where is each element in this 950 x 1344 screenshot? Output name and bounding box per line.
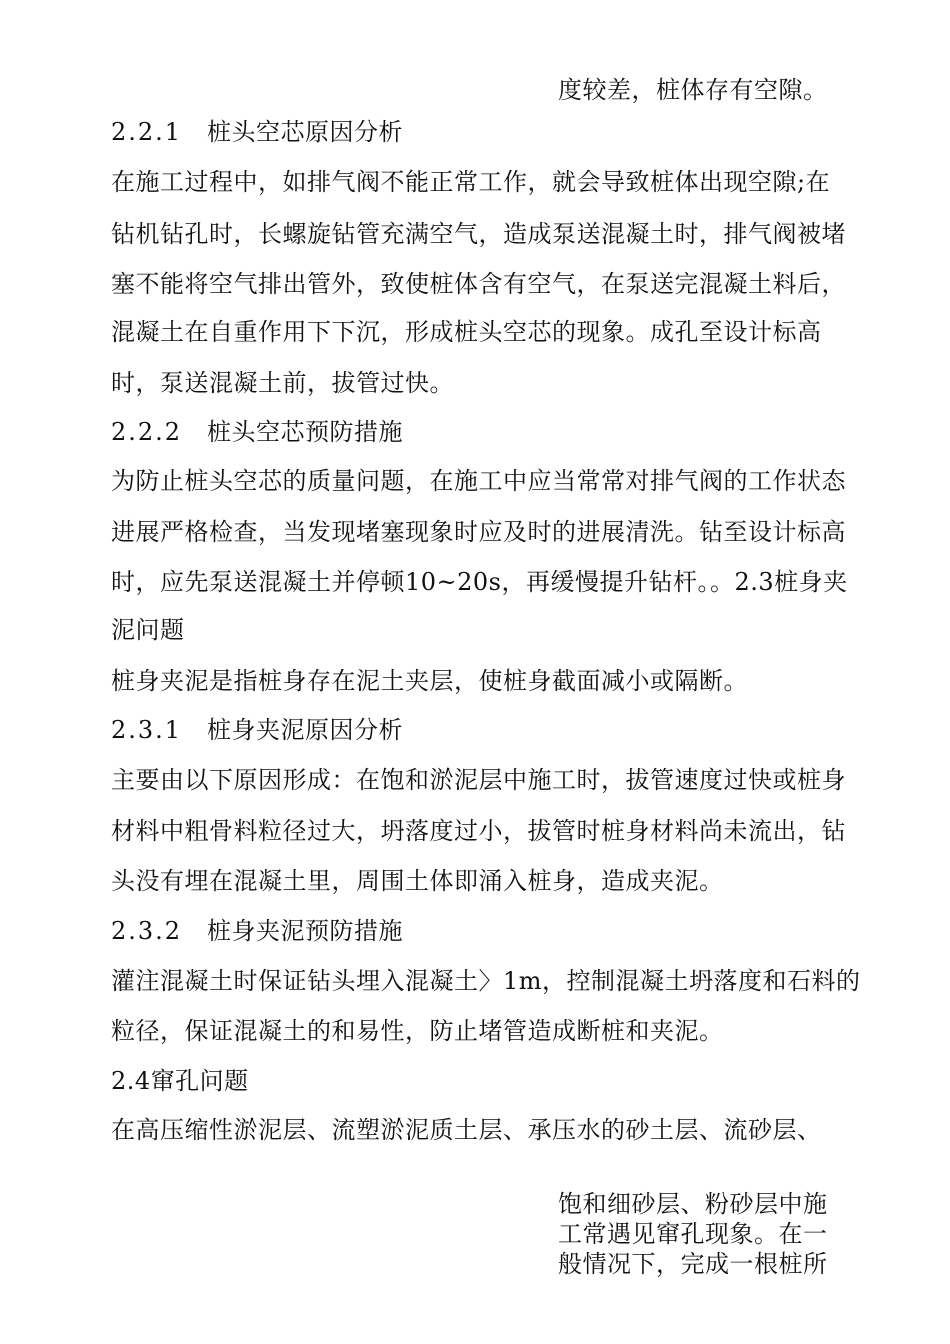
section-number: 2.2.2	[111, 418, 183, 446]
paragraph-line: 粒径，保证混凝土的和易性，防止堵管造成断桩和夹泥。	[111, 1017, 724, 1045]
section-title: 桩头空芯预防措施	[207, 418, 403, 446]
section-heading-2-4: 2.4窜孔问题	[111, 1067, 249, 1095]
paragraph-line: 钻机钻孔时，长螺旋钻管充满空气，造成泵送混凝土时，排气阀被堵	[111, 220, 846, 248]
section-heading-2-2-1	[111, 118, 403, 146]
paragraph-line: 时，应先泵送混凝土并停顿10~20s，再缓慢提升钻杆。。2.3桩身夹	[111, 568, 848, 596]
paragraph-line: 桩身夹泥是指桩身存在泥土夹层，使桩身截面减小或隔断。	[111, 667, 748, 695]
bottom-continuation-line: 般情况下，完成一根桩所	[558, 1250, 828, 1278]
paragraph-line: 进展严格检查，当发现堵塞现象时应及时的进展清洗。钻至设计标高	[111, 518, 846, 546]
section-number: 2.3.1	[111, 716, 183, 744]
section-heading-2-2-2	[111, 418, 403, 446]
bottom-continuation-line: 工常遇见窜孔现象。在一	[558, 1220, 828, 1248]
paragraph-line: 材料中粗骨料粒径过大，坍落度过小，拔管时桩身材料尚未流出，钻	[111, 817, 846, 845]
paragraph-line: 在高压缩性淤泥层、流塑淤泥质土层、承压水的砂土层、流砂层、	[111, 1116, 822, 1144]
section-title: 桩头空芯原因分析	[207, 118, 403, 146]
section-title: 桩身夹泥原因分析	[207, 716, 403, 744]
bottom-continuation-line: 饱和细砂层、粉砂层中施	[558, 1190, 828, 1218]
paragraph-line: 为防止桩头空芯的质量问题，在施工中应当常常对排气阀的工作状态	[111, 467, 846, 495]
section-heading-2-3-1	[111, 716, 403, 744]
paragraph-line: 塞不能将空气排出管外，致使桩体含有空气，在泵送完混凝土料后，	[111, 270, 846, 298]
section-number: 2.2.1	[111, 118, 183, 146]
paragraph-line: 灌注混凝土时保证钻头埋入混凝土〉1m，控制混凝土坍落度和石料的	[111, 967, 861, 995]
paragraph-line: 在施工过程中，如排气阀不能正常工作，就会导致桩体出现空隙;在	[111, 168, 831, 196]
paragraph-line: 主要由以下原因形成：在饱和淤泥层中施工时，拔管速度过快或桩身	[111, 766, 846, 794]
section-number: 2.3.2	[111, 917, 183, 945]
section-title: 桩身夹泥预防措施	[207, 917, 403, 945]
section-heading-2-3-2	[111, 917, 403, 945]
top-continuation-text: 度较差，桩体存有空隙。	[558, 76, 828, 104]
paragraph-line: 头没有埋在混凝土里，周围土体即涌入桩身，造成夹泥。	[111, 867, 724, 895]
paragraph-line: 时，泵送混凝土前，拔管过快。	[111, 369, 454, 397]
paragraph-line: 混凝土在自重作用下下沉，形成桩头空芯的现象。成孔至设计标高	[111, 318, 822, 346]
paragraph-line: 泥问题	[111, 616, 185, 644]
